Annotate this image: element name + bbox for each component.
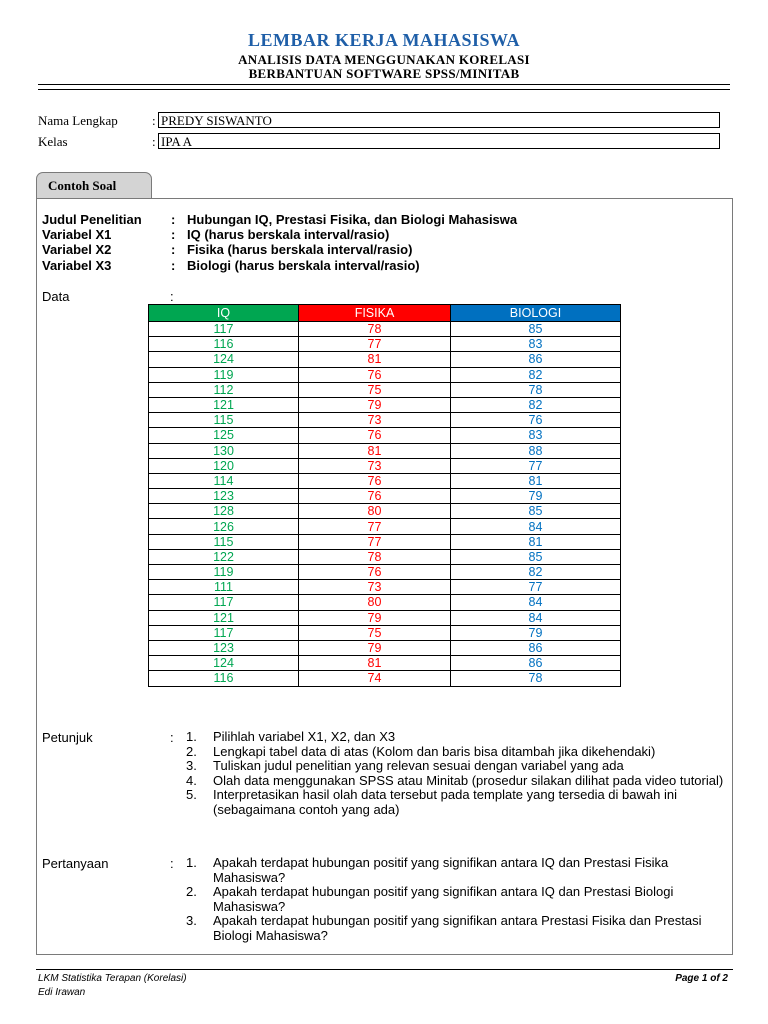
iq-cell: 117	[149, 322, 299, 337]
fisika-cell: 74	[299, 671, 451, 686]
table-row	[149, 489, 621, 504]
iq-cell: 122	[149, 549, 299, 564]
table-row	[149, 519, 621, 534]
table-row	[149, 397, 621, 412]
petunjuk-list	[186, 730, 726, 817]
name-field[interactable]: PREDY SISWANTO	[158, 112, 720, 128]
biologi-cell: 76	[451, 413, 621, 428]
biologi-cell: 81	[451, 534, 621, 549]
table-row	[149, 610, 621, 625]
table-row	[149, 413, 621, 428]
fisika-cell: 78	[299, 549, 451, 564]
biologi-cell: 79	[451, 625, 621, 640]
biologi-cell: 78	[451, 671, 621, 686]
biologi-cell: 85	[451, 549, 621, 564]
list-number: 3.	[186, 913, 197, 928]
biologi-cell: 86	[451, 640, 621, 655]
iq-cell: 130	[149, 443, 299, 458]
table-row	[149, 458, 621, 473]
fisika-cell: 73	[299, 580, 451, 595]
list-text: Apakah terdapat hubungan positif yang signifikan antara IQ dan Prestasi Biologi Mahasiswa?	[213, 884, 674, 914]
biologi-cell: 86	[451, 656, 621, 671]
double-divider	[38, 84, 730, 90]
list-text: Apakah terdapat hubungan positif yang signifikan antara Prestasi Fisika dan Prestasi Biologi Mahasiswa?	[213, 913, 702, 943]
list-text: Olah data menggunakan SPSS atau Minitab (prosedur silakan dilihat pada video tutorial)	[213, 772, 724, 788]
iq-cell: 111	[149, 580, 299, 595]
table-row	[149, 625, 621, 640]
petunjuk-label: Petunjuk	[42, 730, 93, 745]
list-item	[186, 730, 726, 745]
research-value: Biologi (harus berskala interval/rasio)	[187, 258, 420, 273]
table-row	[149, 671, 621, 686]
fisika-cell: 76	[299, 565, 451, 580]
biologi-cell: 84	[451, 595, 621, 610]
iq-cell: 117	[149, 595, 299, 610]
table-row	[149, 322, 621, 337]
data-table	[148, 304, 621, 687]
biologi-cell: 77	[451, 580, 621, 595]
list-number: 5.	[186, 787, 197, 802]
iq-cell: 126	[149, 519, 299, 534]
table-row	[149, 473, 621, 488]
data-colon: :	[170, 289, 174, 304]
subtitle-1: ANALISIS DATA MENGGUNAKAN KORELASI	[238, 52, 530, 67]
list-item	[186, 774, 726, 789]
table-row	[149, 352, 621, 367]
list-number: 1.	[186, 729, 197, 744]
iq-cell: 125	[149, 428, 299, 443]
name-colon: :	[152, 113, 156, 128]
research-value: IQ (harus berskala interval/rasio)	[187, 227, 390, 242]
class-field[interactable]: IPA A	[158, 133, 720, 149]
list-text: Lengkapi tabel data di atas (Kolom dan baris bisa ditambah jika dikehendaki)	[213, 743, 656, 759]
fisika-cell: 79	[299, 397, 451, 412]
research-value: Fisika (harus berskala interval/rasio)	[187, 242, 413, 257]
biologi-cell: 84	[451, 610, 621, 625]
fisika-cell: 75	[299, 382, 451, 397]
fisika-cell: 80	[299, 595, 451, 610]
fisika-cell: 81	[299, 443, 451, 458]
biologi-cell: 82	[451, 367, 621, 382]
biologi-cell: 82	[451, 397, 621, 412]
fisika-cell: 79	[299, 640, 451, 655]
iq-cell: 121	[149, 610, 299, 625]
list-text: Tuliskan judul penelitian yang relevan sesuai dengan variabel yang ada	[213, 758, 624, 773]
list-number: 2.	[186, 884, 197, 899]
list-item	[186, 759, 726, 774]
fisika-cell: 81	[299, 656, 451, 671]
iq-cell: 124	[149, 352, 299, 367]
fisika-cell: 73	[299, 458, 451, 473]
footer-author: Edi Irawan	[38, 987, 86, 998]
fisika-cell: 76	[299, 367, 451, 382]
iq-cell: 119	[149, 367, 299, 382]
column-header-iq: IQ	[149, 305, 299, 322]
table-row	[149, 428, 621, 443]
table-row	[149, 504, 621, 519]
biologi-cell: 84	[451, 519, 621, 534]
fisika-cell: 81	[299, 352, 451, 367]
iq-cell: 116	[149, 337, 299, 352]
iq-cell: 117	[149, 625, 299, 640]
biologi-cell: 82	[451, 565, 621, 580]
column-header-fisika: FISIKA	[299, 305, 451, 322]
fisika-cell: 76	[299, 473, 451, 488]
pertanyaan-label: Pertanyaan	[42, 856, 109, 871]
table-row	[149, 382, 621, 397]
tab-contoh-soal[interactable]: Contoh Soal	[36, 172, 152, 199]
list-item	[186, 885, 726, 914]
fisika-cell: 76	[299, 428, 451, 443]
pertanyaan-list	[186, 856, 726, 943]
iq-cell: 115	[149, 413, 299, 428]
list-text: Pilihlah variabel X1, X2, dan X3	[213, 729, 396, 744]
footer-course: LKM Statistika Terapan (Korelasi)	[38, 973, 187, 984]
fisika-cell: 77	[299, 519, 451, 534]
research-key: Variabel X2	[42, 242, 112, 257]
fisika-cell: 77	[299, 337, 451, 352]
footer-page: Page 1 of 2	[675, 973, 728, 984]
table-row	[149, 595, 621, 610]
subtitle-2: BERBANTUAN SOFTWARE SPSS/MINITAB	[248, 66, 520, 81]
class-label: Kelas	[38, 134, 68, 149]
column-header-biologi: BIOLOGI	[451, 305, 621, 322]
table-row	[149, 580, 621, 595]
biologi-cell: 86	[451, 352, 621, 367]
fisika-cell: 77	[299, 534, 451, 549]
biologi-cell: 88	[451, 443, 621, 458]
fisika-cell: 73	[299, 413, 451, 428]
list-item	[186, 856, 726, 885]
biologi-cell: 85	[451, 322, 621, 337]
research-key: Variabel X1	[42, 227, 112, 242]
biologi-cell: 83	[451, 428, 621, 443]
list-item	[186, 914, 726, 943]
iq-cell: 116	[149, 671, 299, 686]
table-header-row	[149, 305, 621, 322]
list-number: 3.	[186, 758, 197, 773]
list-number: 4.	[186, 772, 197, 788]
data-label: Data	[42, 289, 70, 304]
fisika-cell: 76	[299, 489, 451, 504]
footer-divider	[36, 969, 733, 970]
biologi-cell: 83	[451, 337, 621, 352]
research-value: Hubungan IQ, Prestasi Fisika, dan Biologi Mahasiswa	[187, 212, 518, 227]
list-text: Interpretasikan hasil olah data tersebut pada template yang tersedia di bawah ini (sebagaimana contoh yang ada)	[213, 787, 677, 817]
fisika-cell: 80	[299, 504, 451, 519]
iq-cell: 121	[149, 397, 299, 412]
iq-cell: 124	[149, 656, 299, 671]
fisika-cell: 78	[299, 322, 451, 337]
table-row	[149, 443, 621, 458]
table-row	[149, 367, 621, 382]
list-number: 2.	[186, 743, 197, 759]
iq-cell: 119	[149, 565, 299, 580]
iq-cell: 112	[149, 382, 299, 397]
table-row	[149, 656, 621, 671]
iq-cell: 120	[149, 458, 299, 473]
research-key: Variabel X3	[42, 258, 112, 273]
biologi-cell: 81	[451, 473, 621, 488]
research-key: Judul Penelitian	[42, 212, 142, 227]
list-item	[186, 745, 726, 760]
iq-cell: 115	[149, 534, 299, 549]
iq-cell: 128	[149, 504, 299, 519]
list-item	[186, 788, 726, 817]
page-title: LEMBAR KERJA MAHASISWA	[247, 30, 521, 50]
fisika-cell: 79	[299, 610, 451, 625]
list-text: Apakah terdapat hubungan positif yang signifikan antara IQ dan Prestasi Fisika Mahasiswa?	[213, 855, 669, 885]
name-label: Nama Lengkap	[38, 113, 118, 128]
biologi-cell: 79	[451, 489, 621, 504]
biologi-cell: 85	[451, 504, 621, 519]
table-row	[149, 534, 621, 549]
class-colon: :	[152, 134, 156, 149]
iq-cell: 123	[149, 640, 299, 655]
iq-cell: 114	[149, 473, 299, 488]
table-row	[149, 549, 621, 564]
table-row	[149, 337, 621, 352]
table-row	[149, 640, 621, 655]
fisika-cell: 75	[299, 625, 451, 640]
biologi-cell: 78	[451, 382, 621, 397]
iq-cell: 123	[149, 489, 299, 504]
biologi-cell: 77	[451, 458, 621, 473]
table-row	[149, 565, 621, 580]
list-number: 1.	[186, 855, 197, 870]
